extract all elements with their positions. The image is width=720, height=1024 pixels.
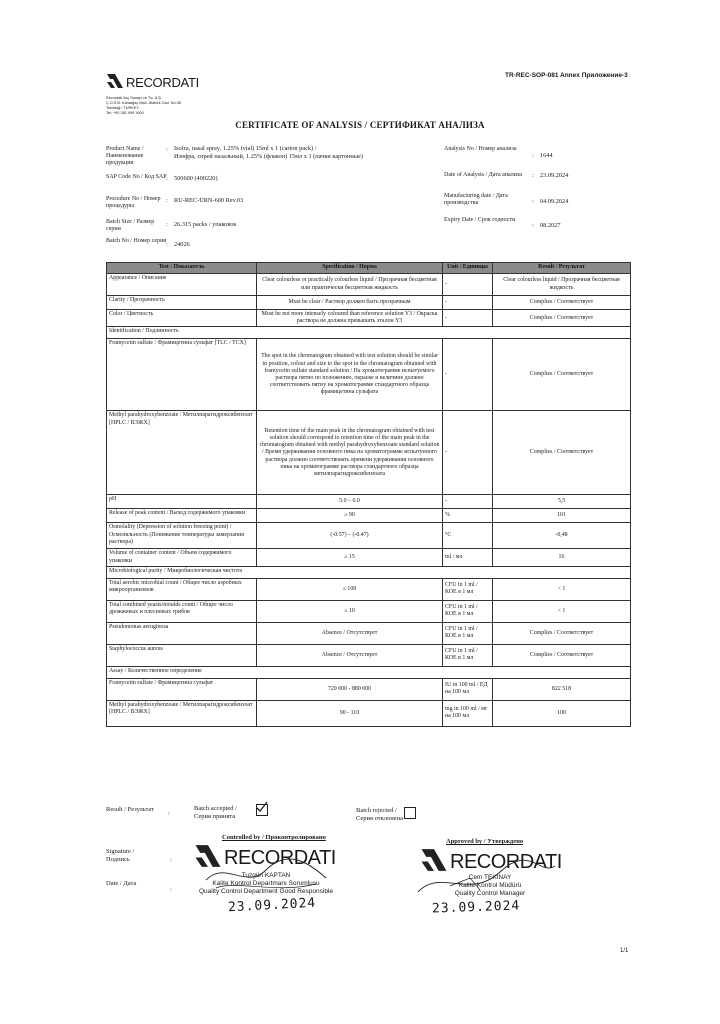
table-row xyxy=(107,509,631,523)
specification-cell: (-0.57) – (-0.47) xyxy=(257,523,443,549)
result-label: Result / Результат xyxy=(106,806,154,813)
checkbox-box xyxy=(404,807,416,819)
batch-rejected-label: Batch rejected / Серия отклонена xyxy=(356,807,404,822)
signature-label: Signature / Подпись xyxy=(106,848,135,863)
specification-cell: ≤ 100 xyxy=(257,578,443,600)
specification-cell: Must be clear / Раствор должен быть прозрачным xyxy=(257,296,443,310)
result-cell: < 1 xyxy=(493,578,631,600)
date-of-analysis-label: Date of Analysis / Дата анализа xyxy=(444,172,522,178)
result-cell: Complies / Соответствует xyxy=(493,622,631,644)
analysis-no-value: 1644 xyxy=(540,152,553,159)
company-logo xyxy=(106,72,246,94)
test-cell: Framycetin sulfate / Фрамицетина сульфат [TLC / TCX] xyxy=(107,339,257,411)
specification-cell: Must be not more intensely coloured than reference solution Y3 / Окраска раствора не должна превышать эталон Y3 xyxy=(257,310,443,327)
result-cell: -0,48 xyxy=(493,523,631,549)
controller-name: Tuzgün KAPTAN xyxy=(241,872,291,879)
stamp-logo-text: RECORDATI xyxy=(450,851,562,873)
test-cell: Volume of container content / Объем содержимого упаковки xyxy=(107,549,257,566)
product-name-ru: Изофра, спрей назальный, 1.25% (флакон) 15мл x 1 (пачки картонные) xyxy=(174,152,363,160)
specification-cell: ≤ 10 xyxy=(257,600,443,622)
date-label: Date / Дата xyxy=(106,880,137,887)
header-result: Result / Результат xyxy=(493,263,631,274)
specification-cell: Absence / Отсутствует xyxy=(257,622,443,644)
test-cell: Clarity / Прозрачность xyxy=(107,296,257,310)
table-row xyxy=(107,411,631,495)
section-title: Microbiological purity / Микробиологическая чистота xyxy=(107,566,631,578)
table-row xyxy=(107,495,631,509)
result-cell: 822 518 xyxy=(493,678,631,700)
batch-size-value: 26.315 packs / упаковок xyxy=(174,221,237,228)
approver-role-en: Quality Control Manager xyxy=(454,890,526,898)
table-row xyxy=(107,523,631,549)
table-row xyxy=(107,274,631,296)
result-cell: Complies / Соответствует xyxy=(493,411,631,495)
address-line: Recordati İlaç Sanayi ve Tic. A.Ş. xyxy=(106,96,162,100)
product-name-label: Product Name / Наименование продукции xyxy=(106,146,144,167)
procedure-value: RU-REC-ÜRN-600 Rev.03 xyxy=(174,197,244,204)
unit-cell: - xyxy=(443,274,493,296)
manufacturing-date-label: Manufacturing date / Дата производства xyxy=(444,193,508,207)
expiry-date-label: Expiry Date / Срок годности xyxy=(444,217,516,223)
controller-role-tr: Kalite Kontrol Departmanı Sorumlusu xyxy=(212,880,320,888)
section-row xyxy=(107,566,631,578)
header-test: Test / Показатель xyxy=(107,263,257,274)
address-line: Tekirdağ / TURKEY xyxy=(106,106,139,111)
analysis-no-label: Analysis No / Номер анализа xyxy=(444,146,517,152)
specification-cell: Retention time of the main peak in the chromatogram obtained with test solution should correspond to retention time of the main peak in the chromatogram obtained with methyl parahydroxybenzoate standard solution / Время удерживания основного пика на хроматограмме испытуемого раствора должно соответствовать времени удерживания основного пика на хроматограмме раствора стандартного образца метилпарагидроксибензоата xyxy=(257,411,443,495)
sap-code-label: SAP Code No / Код SAP xyxy=(106,174,167,180)
result-cell: Complies / Соответствует xyxy=(493,310,631,327)
procedure-label: Procedure No / Номер процедуры xyxy=(106,196,161,210)
specification-cell: ≥ 15 xyxy=(257,549,443,566)
section-row xyxy=(107,327,631,339)
unit-cell: IU in 100 ml / ЕД на 100 мл xyxy=(443,678,493,700)
right-signature-date: 23.09.2024 xyxy=(431,898,521,917)
logo-text: RECORDATI xyxy=(126,75,199,90)
checkmark-icon xyxy=(255,801,269,813)
section-title: Identification / Подлинность xyxy=(107,327,631,339)
controller-role-en: Quality Control Department Good Responsible xyxy=(198,888,334,896)
test-cell: Methyl parahydroxybenzoate / Метилпарагидроксибензоат [HPLC / ВЭЖХ] xyxy=(107,700,257,726)
table-row xyxy=(107,339,631,411)
result-cell: Complies / Соответствует xyxy=(493,339,631,411)
sap-code-value: 500600 (400220) xyxy=(174,175,218,182)
test-cell: Appearance / Описание xyxy=(107,274,257,296)
table-row xyxy=(107,644,631,666)
unit-cell: mg in 100 ml / мг на 100 мл xyxy=(443,700,493,726)
left-signature-scribble xyxy=(196,850,336,900)
result-cell: 100 xyxy=(493,700,631,726)
test-cell: Methyl parahydroxybenzoate / Метилпарагидроксибензоат [HPLC / ВЭЖХ] xyxy=(107,411,257,495)
company-address xyxy=(106,96,226,117)
table-row xyxy=(107,600,631,622)
table-row xyxy=(107,296,631,310)
unit-cell: - xyxy=(443,339,493,411)
product-name-en: Isofra, nasal spray, 1.25% (vial) 15ml x 1 (carton pack) / xyxy=(174,145,317,152)
test-cell: Release of peak content / Выход содержимого упаковки xyxy=(107,509,257,523)
unit-cell: ml / мл xyxy=(443,549,493,566)
unit-cell: - xyxy=(443,411,493,495)
table-row xyxy=(107,310,631,327)
address-line: Tel: +90 282 999 1600 xyxy=(106,111,144,116)
date-of-analysis-value: 23.09.2024 xyxy=(540,172,569,179)
unit-cell: - xyxy=(443,310,493,327)
result-cell: Complies / Соответствует xyxy=(493,296,631,310)
result-cell: 101 xyxy=(493,509,631,523)
unit-cell: °C xyxy=(443,523,493,549)
unit-cell: CFU in 1 ml / КОЕ в 1 мл xyxy=(443,622,493,644)
left-signature-date: 23.09.2024 xyxy=(227,895,317,916)
result-cell: < 1 xyxy=(493,600,631,622)
right-signature-scribble xyxy=(410,856,560,906)
approver-role-tr: Kalite Kontrol Müdürü xyxy=(458,882,522,890)
batch-accepted-label: Batch accepted / Серия принята xyxy=(194,805,237,820)
batch-no-label: Batch No / Номер серии xyxy=(106,238,167,244)
specification-cell: 720 000 - 880 000 xyxy=(257,678,443,700)
table-header-row xyxy=(107,263,631,274)
approver-name: Cem TEKİNAY xyxy=(468,874,512,881)
stamp-logo-text: RECORDATI xyxy=(224,847,336,869)
section-title: Assay / Количественное определение xyxy=(107,666,631,678)
header-specification: Specification / Норма xyxy=(257,263,443,274)
approved-by-label: Approved by / Утверждено xyxy=(446,838,524,845)
unit-cell: CFU in 1 ml / КОЕ в 1 мл xyxy=(443,578,493,600)
test-cell: Staphylococcus aureus xyxy=(107,644,257,666)
unit-cell: % xyxy=(443,509,493,523)
product-name-value xyxy=(174,145,424,161)
test-cell: Color / Цветность xyxy=(107,310,257,327)
test-cell: Osmolality (Depression of solution freezing point) / Осмоляльность (Понижение температуры замерзания раствора) xyxy=(107,523,257,549)
document-code: TR-REC-SOP-081 Annex Приложение-3 xyxy=(505,72,628,79)
unit-cell: - xyxy=(443,296,493,310)
result-cell: 16 xyxy=(493,549,631,566)
table-row xyxy=(107,578,631,600)
test-cell: Total aerobic microbial count / Общее число аэробных микроорганизмов xyxy=(107,578,257,600)
page-number: 1/1 xyxy=(620,948,629,954)
section-row xyxy=(107,666,631,678)
result-cell: 5,5 xyxy=(493,495,631,509)
test-cell: Pseudomonas aeruginosa xyxy=(107,622,257,644)
address-line: Ç.O.S.B. Karaağaç Mah. Atatürk Cad. No:36 xyxy=(106,101,181,106)
batch-no-value: 24026 xyxy=(174,241,190,248)
test-cell: Framycetin sulfate / Фрамицетина сульфат xyxy=(107,678,257,700)
batch-size-label: Batch Size / Размер серии xyxy=(106,219,155,233)
specification-cell: Clear colourless or practically colourless liquid / Прозрачная бесцветная или практически бесцветная жидкость xyxy=(257,274,443,296)
unit-cell: CFU in 1 ml / КОЕ в 1 мл xyxy=(443,644,493,666)
batch-rejected-checkbox[interactable] xyxy=(404,807,416,819)
specification-cell: ≥ 90 xyxy=(257,509,443,523)
table-row xyxy=(107,678,631,700)
controlled-by-label: Controlled by / Проконтролировано xyxy=(222,834,326,841)
specification-cell: 5.0 – 6.0 xyxy=(257,495,443,509)
analysis-table xyxy=(106,262,631,727)
unit-cell: - xyxy=(443,495,493,509)
batch-accepted-checkbox[interactable] xyxy=(256,804,268,816)
test-cell: pH xyxy=(107,495,257,509)
document-title: CERTIFICATE OF ANALYSIS / СЕРТИФИКАТ АНАЛИЗА xyxy=(235,120,485,130)
expiry-date-value: 08.2027 xyxy=(540,222,561,229)
recordati-logo-icon xyxy=(106,72,124,90)
table-row xyxy=(107,622,631,644)
result-cell: Complies / Соответствует xyxy=(493,644,631,666)
specification-cell: Absence / Отсутствует xyxy=(257,644,443,666)
specification-cell: The spot in the chromatogram obtained with test solution should be similar in position, colour and size to the spot in the chromatogram obtained with framycetin sulfate standard solution / На хроматограмме испытуемого раствора пятно по положению, окраске и величине должно соответствовать пятну на хроматограмме стандартного образца фрамицетина сульфата xyxy=(257,339,443,411)
manufacturing-date-value: 04.09.2024 xyxy=(540,198,569,205)
table-row xyxy=(107,700,631,726)
table-row xyxy=(107,549,631,566)
header-unit: Unit / Единицы xyxy=(443,263,493,274)
unit-cell: CFU in 1 ml / КОЕ в 1 мл xyxy=(443,600,493,622)
specification-cell: 90 - 110 xyxy=(257,700,443,726)
test-cell: Total combined yeasts/moulds count / Общее число дрожжевых и плесневых грибов xyxy=(107,600,257,622)
result-cell: Clear colourless liquid / Прозрачная бесцветная жидкость xyxy=(493,274,631,296)
